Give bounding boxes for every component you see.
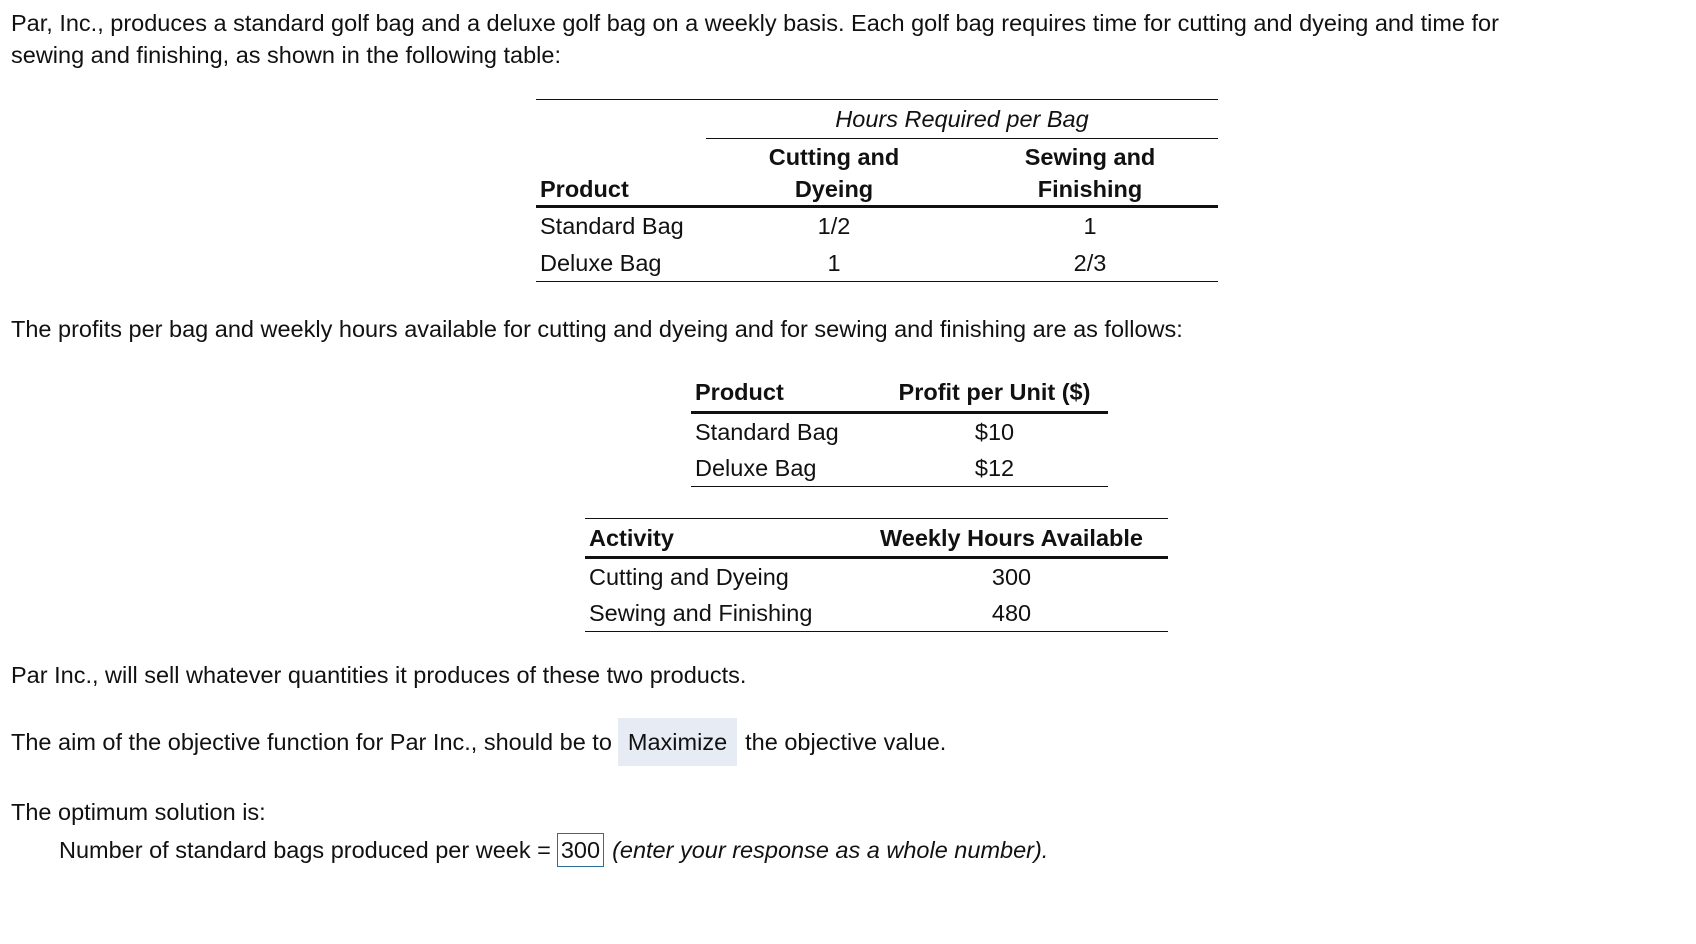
standard-bags-answer-input[interactable]: 300 — [557, 833, 604, 867]
objective-answer-dropdown[interactable]: Maximize — [618, 718, 737, 766]
hours-cell: 300 — [991, 564, 1032, 590]
solution-line — [59, 833, 1048, 867]
col-header-cutting-line-2: Dyeing — [794, 176, 874, 202]
activity-cell: Cutting and Dyeing — [589, 564, 789, 590]
col-header-weekly-hours: Weekly Hours Available — [855, 519, 1168, 558]
solution-heading: The optimum solution is: — [11, 799, 266, 825]
product-cell: Standard Bag — [695, 419, 839, 445]
sewing-hours-cell: 1 — [1083, 213, 1097, 239]
col-header-sewing-line-2: Finishing — [1037, 176, 1143, 202]
col-header-cutting-dyeing — [706, 139, 962, 207]
hours-required-header: Hours Required per Bag — [706, 100, 1218, 139]
standard-bags-label: Number of standard bags produced per week = — [59, 837, 551, 863]
col-header-product: Product — [536, 139, 706, 207]
objective-paragraph — [11, 718, 946, 766]
col-header-profit: Profit per Unit ($) — [881, 373, 1108, 413]
col-header-sewing-line-1: Sewing and — [1024, 144, 1156, 170]
sewing-hours-cell: 2/3 — [1073, 249, 1107, 276]
table-row — [536, 207, 1218, 245]
table-row — [691, 450, 1108, 487]
col-header-cutting-line-1: Cutting and — [768, 144, 900, 170]
col-header-sewing-finishing — [962, 139, 1218, 207]
activity-cell: Sewing and Finishing — [589, 600, 813, 626]
table-row — [691, 413, 1108, 451]
intro-line-2: sewing and finishing, as shown in the following table: — [11, 42, 561, 68]
hours-cell: 480 — [991, 600, 1032, 626]
product-cell: Deluxe Bag — [540, 249, 662, 276]
table-row — [585, 558, 1168, 596]
table-row — [536, 244, 1218, 282]
col-header-product: Product — [691, 373, 881, 413]
cutting-hours-cell: 1 — [827, 249, 841, 276]
objective-prefix: The aim of the objective function for Par Inc., should be to — [11, 729, 612, 755]
cutting-hours-cell: 1/2 — [817, 213, 851, 239]
col-header-activity: Activity — [585, 519, 855, 558]
profit-cell: $10 — [974, 419, 1015, 445]
table-row — [585, 595, 1168, 632]
intro-line-1: Par, Inc., produces a standard golf bag and a deluxe golf bag on a weekly basis. Each golf bag requires time for cutting and dyeing and time for — [11, 10, 1499, 36]
profit-table — [691, 373, 1108, 487]
objective-suffix: the objective value. — [745, 729, 947, 755]
product-cell: Standard Bag — [540, 213, 684, 239]
sell-paragraph: Par Inc., will sell whatever quantities it produces of these two products. — [11, 662, 747, 688]
product-cell: Deluxe Bag — [695, 455, 817, 481]
profits-paragraph: The profits per bag and weekly hours available for cutting and dyeing and for sewing and finishing are as follows: — [11, 316, 1183, 342]
response-hint: (enter your response as a whole number). — [612, 837, 1049, 863]
hours-required-table — [536, 99, 1218, 282]
weekly-hours-table — [585, 518, 1168, 632]
intro-paragraph — [11, 7, 1499, 71]
profit-cell: $12 — [974, 455, 1015, 481]
